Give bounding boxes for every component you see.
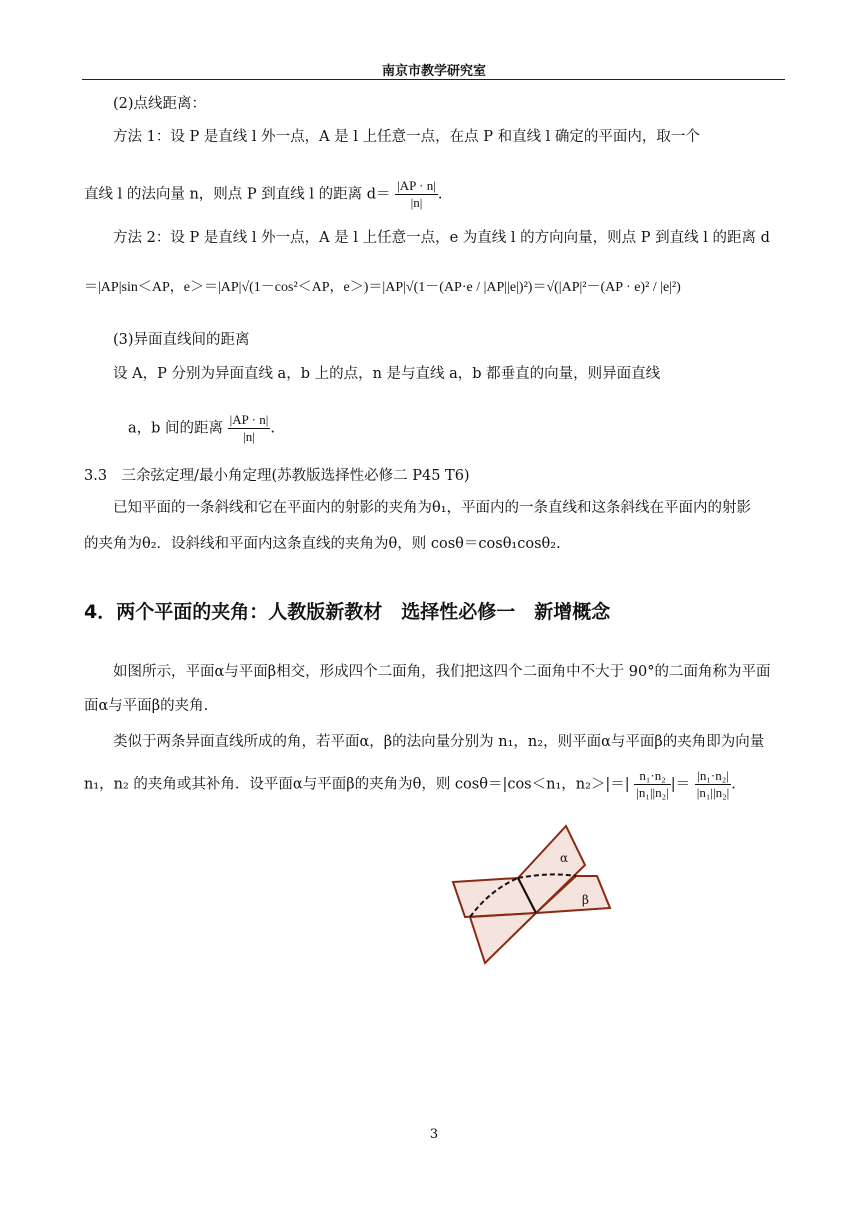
section-4-tail: .: [731, 776, 736, 793]
method-1-denominator: |n|: [410, 195, 423, 210]
section-4-mid: |＝: [670, 776, 691, 793]
section-4-fraction-1-denominator: |n₁||n₂|: [636, 785, 669, 800]
method-1-fraction: [395, 178, 438, 211]
method-2-line-1: 方法 2：设 P 是直线 l 外一点，A 是 l 上任意一点，e 为直线 l 的方向向量，则点 P 到直线 l 的距离 d: [113, 230, 770, 246]
method-1-tail: .: [437, 186, 443, 203]
section-3-3-line-1: 已知平面的一条斜线和它在平面内的射影的夹角为θ₁，平面内的一条直线和这条斜线在平面内的射影: [113, 500, 752, 516]
method-1-numerator: |AP · n|: [397, 178, 436, 193]
section-4-p1-line-2: 面α与平面β的夹角.: [84, 698, 209, 714]
method-2-formula: ＝|AP|sin＜AP，e＞＝|AP|√(1－cos²＜AP，e＞)＝|AP|√(1－(AP·e / |AP||e|)²)＝√(|AP|²－(AP · e)² / |e|²): [84, 280, 681, 295]
section-4-p1-line-1: 如图所示，平面α与平面β相交，形成四个二面角，我们把这四个二面角中不大于 90°的二面角称为平面: [113, 664, 771, 680]
intersecting-planes-figure: [445, 820, 620, 970]
section-4-fraction-2: [695, 768, 731, 801]
section-4-p2-line-2: [84, 768, 736, 801]
page-header-title: 南京市教学研究室: [381, 64, 486, 79]
method-1-text: 直线 l 的法向量 n，则点 P 到直线 l 的距离 d＝: [84, 186, 391, 203]
section-3-3-line-2: 的夹角为θ₂．设斜线和平面内这条直线的夹角为θ，则 cosθ＝cosθ₁cosθ₂.: [84, 536, 561, 552]
section-3-title: (3)异面直线间的距离: [113, 332, 250, 348]
section-4-fraction-1: [634, 768, 670, 801]
method-1-line-2: [84, 178, 442, 211]
section-3-line-1: 设 A，P 分别为异面直线 a，b 上的点，n 是与直线 a，b 都垂直的向量，则异面直线: [113, 366, 661, 382]
page-number: 3: [429, 1127, 439, 1142]
section-3-fraction: [228, 412, 271, 445]
section-3-denominator: |n|: [243, 429, 255, 444]
section-4-fraction-1-numerator: n₁·n₂: [634, 768, 670, 785]
label-alpha: α: [560, 851, 569, 865]
header-rule: [82, 79, 785, 80]
section-4-fraction-2-denominator: |n₁||n₂|: [696, 785, 730, 800]
section-4-p2-line-1: 类似于两条异面直线所成的角，若平面α，β的法向量分别为 n₁，n₂，则平面α与平面β的夹角即为向量: [113, 734, 765, 750]
section-3-numerator: |AP · n|: [229, 412, 269, 427]
section-3-line-2: [128, 412, 275, 445]
section-2-title: (2)点线距离：: [113, 96, 207, 112]
section-4-p2-text: n₁，n₂ 的夹角或其补角．设平面α与平面β的夹角为θ，则 cosθ＝|cos＜n₁，n₂＞|＝|: [84, 776, 630, 793]
section-3-text: a，b 间的距离: [128, 420, 224, 437]
section-3-3-title: 3.3 三余弦定理/最小角定理(苏教版选择性必修二 P45 T6): [84, 468, 470, 484]
section-4-title: 4．两个平面的夹角：人教版新教材 选择性必修一 新增概念: [84, 601, 611, 623]
section-3-tail: .: [270, 420, 275, 437]
label-beta: β: [582, 893, 589, 907]
method-1-line-1: 方法 1：设 P 是直线 l 外一点，A 是 l 上任意一点，在点 P 和直线 l 确定的平面内，取一个: [113, 129, 700, 145]
plane-alpha-lower: [470, 913, 536, 963]
section-4-fraction-2-numerator: |n₁·n₂|: [695, 768, 731, 785]
